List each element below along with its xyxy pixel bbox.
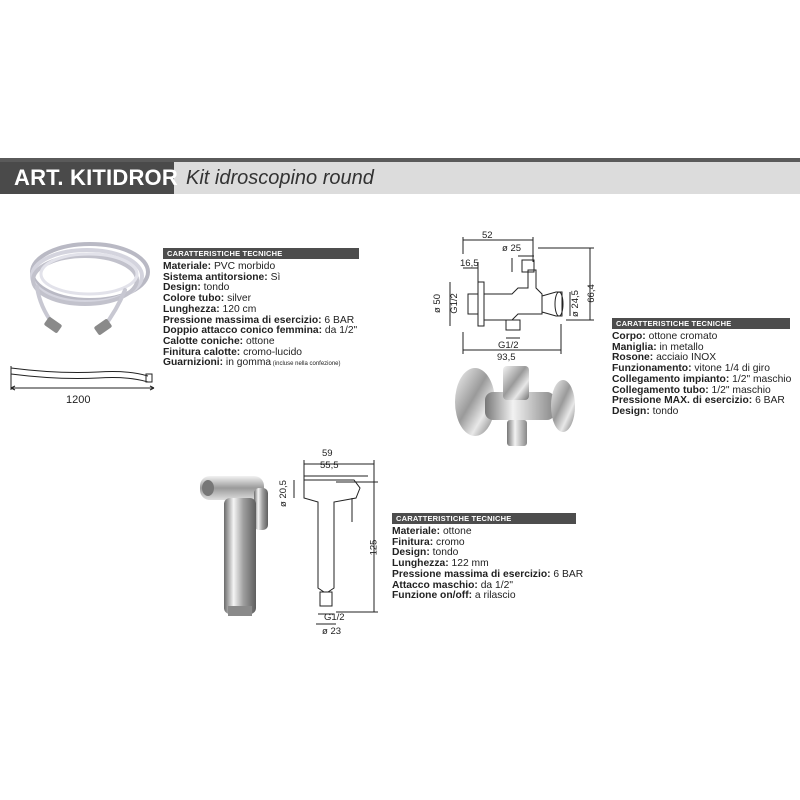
spec-row: Design: tondo: [163, 282, 230, 294]
valve-dim-knob: ø 25: [502, 243, 522, 254]
valve-dim-inlet: G1/2: [448, 293, 460, 314]
hose-length-dim: 1200: [66, 394, 91, 406]
article-code: ART. KITIDROR: [14, 165, 178, 190]
spec-row: Doppio attacco conico femmina: da 1/2": [163, 325, 358, 337]
shower-dim-thread: G1/2: [324, 612, 345, 623]
spec-row: Materiale: PVC morbido: [163, 261, 276, 272]
shower-dim-head: ø 20,5: [277, 480, 289, 507]
shower-spec-block: [392, 513, 584, 602]
shower-dim-inner: 55,5: [320, 460, 339, 471]
valve-dim-top: 52: [482, 230, 493, 241]
product-title: Kit idroscopino round: [186, 167, 374, 189]
spec-row: Funzione on/off: a rilascio: [392, 590, 516, 602]
spec-row: Materiale: ottone: [392, 526, 472, 537]
spec-row: Funzionamento: vitone 1/4 di giro: [612, 363, 770, 375]
spec-row: Design: tondo: [612, 405, 679, 417]
hose-spec-block: [163, 248, 359, 370]
spec-row: Finitura calotte: cromo-lucido: [163, 346, 303, 358]
spec-row: Pressione massima di esercizio: 6 BAR: [163, 314, 355, 326]
valve-dim-outlet: G1/2: [498, 340, 519, 351]
shower-head-photo: [198, 470, 278, 620]
valve-spec-block: [612, 318, 790, 418]
shower-technical-drawing: [290, 452, 380, 632]
valve-photo: [445, 360, 585, 450]
valve-dim-width: 93,5: [497, 352, 516, 363]
valve-dim-height: 66,4: [585, 284, 597, 303]
valve-dim-left: 16,5: [460, 258, 479, 269]
spec-row: Design: tondo: [392, 547, 459, 559]
spec-row: Corpo: ottone cromato: [612, 331, 718, 342]
spec-row: Collegamento tubo: 1/2" maschio: [612, 384, 771, 396]
spec-row: Guarnizioni: in gomma (incluse nella confezione): [163, 357, 341, 369]
spec-row: Sistema antitorsione: Sì: [163, 271, 281, 283]
hose-length-drawing: [8, 362, 158, 394]
hose-spec-heading: CARATTERISTICHE TECNICHE: [163, 248, 359, 259]
spec-row: Pressione MAX. di esercizio: 6 BAR: [612, 395, 785, 407]
spec-row: Maniglia: in metallo: [612, 341, 704, 353]
hose-coil-image: [15, 232, 165, 342]
valve-dim-right: ø 24,5: [569, 290, 581, 317]
spec-row: Pressione massima di esercizio: 6 BAR: [392, 568, 584, 580]
spec-row: Collegamento impianto: 1/2" maschio: [612, 373, 792, 385]
spec-row: Lunghezza: 122 mm: [392, 558, 489, 570]
valve-spec-heading: CARATTERISTICHE TECNICHE: [612, 318, 790, 329]
shower-dim-top: 59: [322, 448, 333, 459]
spec-row: Calotte coniche: ottone: [163, 335, 275, 347]
spec-row: Attacco maschio: da 1/2": [392, 579, 513, 591]
spec-row: Finitura: cromo: [392, 536, 465, 548]
valve-dim-rosette: ø 50: [432, 293, 444, 314]
spec-row: Rosone: acciaio INOX: [612, 352, 717, 364]
shower-dim-length: 125: [368, 539, 380, 556]
spec-row: Colore tubo: silver: [163, 293, 252, 305]
shower-spec-heading: CARATTERISTICHE TECNICHE: [392, 513, 576, 524]
shower-dim-base: ø 23: [322, 626, 342, 637]
spec-row: Lunghezza: 120 cm: [163, 303, 257, 315]
